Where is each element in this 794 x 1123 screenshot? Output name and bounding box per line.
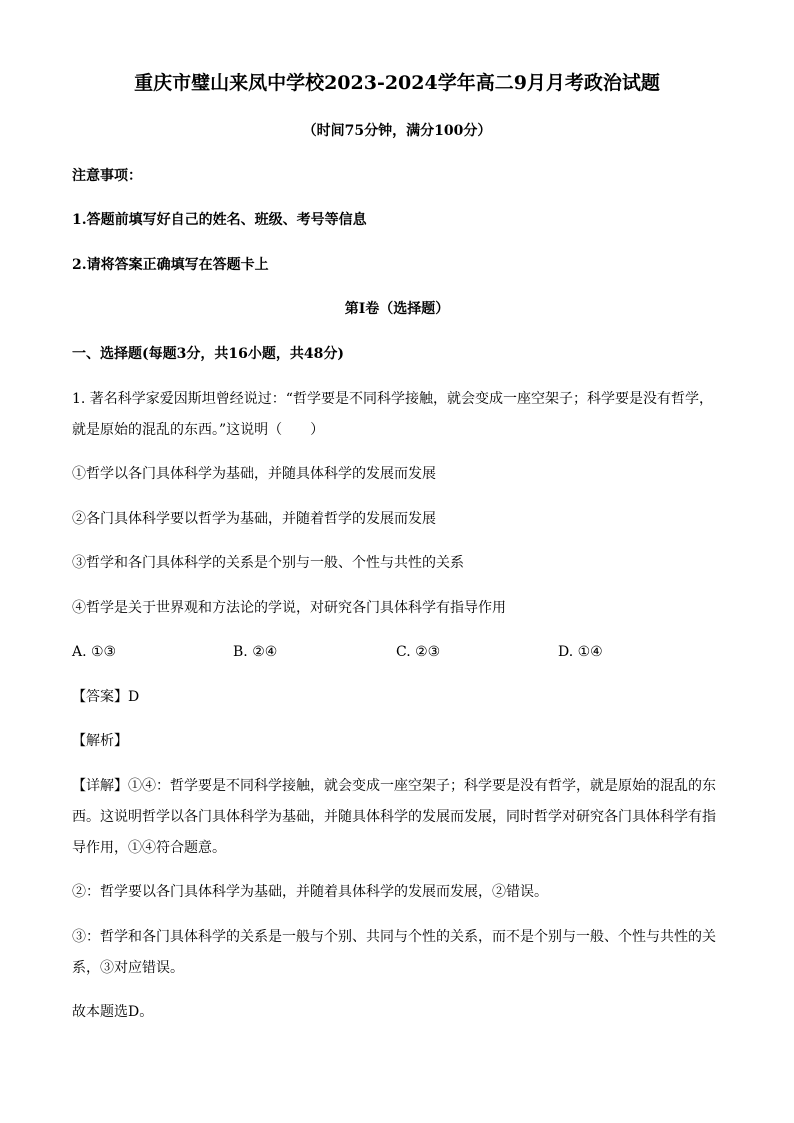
option-d: D. ①④: [558, 644, 603, 660]
answer-options: [72, 642, 722, 662]
option-c: C. ②③: [396, 644, 441, 660]
detail-line-2: 西。这说明哲学以各门具体科学为基础，并随具体科学的发展而发展，同时哲学对研究各门具体科学有指: [72, 809, 716, 825]
notice-heading: 注意事项：: [72, 168, 142, 184]
statement-3: ③哲学和各门具体科学的关系是个别与一般、个性与共性的关系: [72, 555, 464, 571]
detail-line-1: 【详解】①④：哲学要是不同科学接触，就会变成一座空架子；科学要是没有哲学，就是原始的混乱的东: [72, 778, 716, 794]
section-title: 第I卷（选择题）: [344, 301, 450, 317]
statement-2: ②各门具体科学要以哲学为基础，并随着哲学的发展而发展: [72, 511, 436, 527]
detail-line-3: 导作用，①④符合题意。: [72, 840, 226, 856]
answer-label: 【答案】D: [72, 689, 140, 705]
question-stem-line-2: 就是原始的混乱的东西。”这说明（ ）: [72, 422, 325, 438]
exam-duration-subtitle: （时间75分钟，满分100分）: [302, 123, 492, 139]
page-title: 重庆市璧山来凤中学校2023-2024学年高二9月月考政治试题: [134, 72, 660, 94]
point-2-explanation: ②：哲学要以各门具体科学为基础，并随着具体科学的发展而发展，②错误。: [72, 884, 548, 900]
notice-item-1: 1.答题前填写好自己的姓名、班级、考号等信息: [72, 212, 367, 228]
part-heading: 一、选择题(每题3分，共16小题，共48分): [72, 346, 344, 362]
statement-4: ④哲学是关于世界观和方法论的学说，对研究各门具体科学有指导作用: [72, 600, 506, 616]
analysis-label: 【解析】: [72, 733, 128, 749]
option-a: A. ①③: [72, 644, 117, 660]
option-b: B. ②④: [233, 644, 278, 660]
question-stem-line-1: 1. 著名科学家爱因斯坦曾经说过：“哲学要是不同科学接触，就会变成一座空架子；科学要是没有哲学，: [72, 391, 713, 407]
conclusion: 故本题选D。: [72, 1004, 154, 1020]
point-3-line-1: ③：哲学和各门具体科学的关系是一般与个别、共同与个性的关系，而不是个别与一般、个性与共性的关: [72, 929, 716, 945]
notice-item-2: 2.请将答案正确填写在答题卡上: [72, 257, 269, 273]
statement-1: ①哲学以各门具体科学为基础，并随具体科学的发展而发展: [72, 466, 436, 482]
point-3-line-2: 系，③对应错误。: [72, 960, 184, 976]
